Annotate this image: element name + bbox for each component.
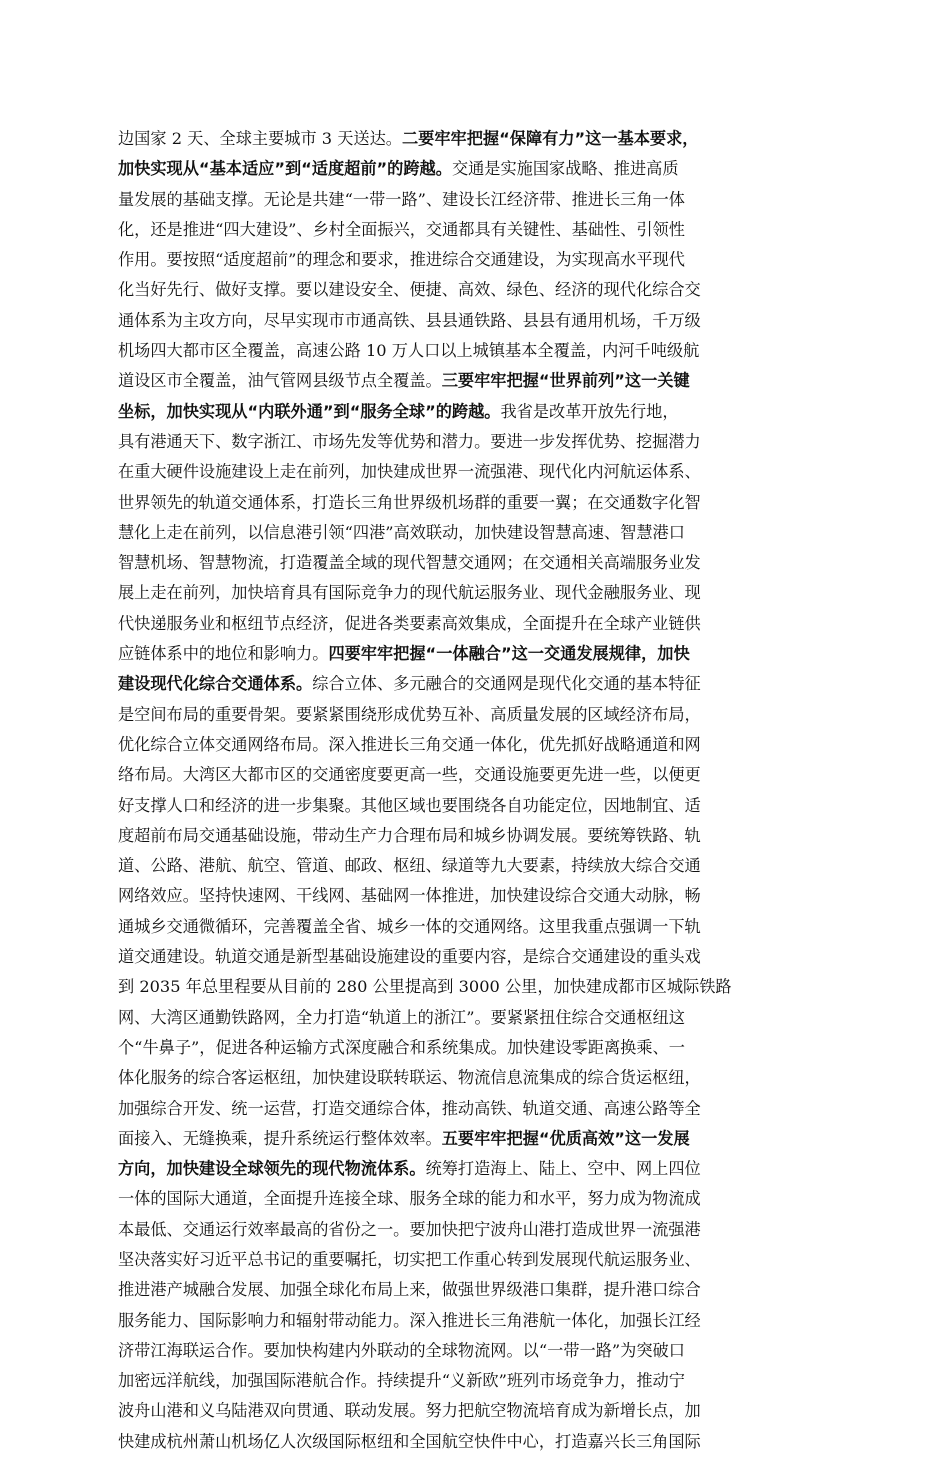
body-text: 度超前布局交通基础设施，带动生产力合理布局和城乡协调发展。要统筹铁路、轨	[118, 825, 701, 845]
bold-heading-text: 加快实现从“基本适应”到“适度超前”的跨越。	[118, 159, 452, 179]
body-text: 网络效应。坚持快速网、干线网、基础网一体推进，加快建设综合交通大动脉，畅	[118, 886, 701, 906]
text-line	[118, 1275, 834, 1305]
body-text: 网、大湾区通勤铁路网，全力打造“轨道上的浙江”。要紧紧扭住综合交通枢纽这	[118, 1007, 685, 1027]
text-line	[118, 1336, 834, 1366]
text-line	[118, 760, 834, 790]
text-line	[118, 609, 834, 639]
text-line	[118, 972, 834, 1002]
body-text: 络布局。大湾区大都市区的交通密度要更高一些，交通设施要更先进一些，以便更	[118, 765, 701, 785]
document-page	[118, 124, 834, 1457]
body-text: 本最低、交通运行效率最高的省份之一。要加快把宁波舟山港打造成世界一流强港	[118, 1219, 701, 1239]
body-text: 量发展的基础支撑。无论是共建“一带一路”、建设长江经济带、推进长三角一体	[118, 189, 685, 209]
bold-heading-text: 二要牢牢把握“保障有力”这一基本要求，	[402, 129, 699, 148]
bold-heading-text: 五要牢牢把握“优质高效”这一发展	[441, 1128, 690, 1148]
text-line	[118, 185, 834, 215]
text-line	[118, 881, 834, 911]
body-text: 道、公路、港航、航空、管道、邮政、枢纽、绿道等九大要素，持续放大综合交通	[118, 856, 701, 876]
text-line	[118, 1033, 834, 1063]
body-text: 代快递服务业和枢纽节点经济，促进各类要素高效集成，全面提升在全球产业链供	[118, 613, 701, 633]
body-text: 到 2035 年总里程要从目前的 280 公里提高到 3000 公里，加快建成都市区城际铁路	[118, 977, 732, 997]
text-line	[118, 578, 834, 608]
text-line	[118, 1124, 834, 1154]
text-line	[118, 669, 834, 699]
body-text: 综合立体、多元融合的交通网是现代化交通的基本特征	[312, 674, 701, 694]
text-line	[118, 336, 834, 366]
text-line	[118, 427, 834, 457]
body-text: 一体的国际大通道，全面提升连接全球、服务全球的能力和水平，努力成为物流成	[118, 1189, 701, 1209]
body-text: 面接入、无缝换乘，提升系统运行整体效率。	[118, 1128, 442, 1148]
text-line	[118, 518, 834, 548]
text-line	[118, 851, 834, 881]
body-text: 慧化上走在前列，以信息港引领“四港”高效联动，加快建设智慧高速、智慧港口	[118, 522, 685, 542]
body-text: 边国家 2 天、全球主要城市 3 天送达。	[118, 129, 402, 148]
text-line	[118, 275, 834, 305]
body-text: 化当好先行、做好支撑。要以建设安全、便捷、高效、绿色、经济的现代化综合交	[118, 280, 701, 300]
text-line	[118, 488, 834, 518]
text-line	[118, 942, 834, 972]
body-text: 加强综合开发、统一运营，打造交通综合体，推动高铁、轨道交通、高速公路等全	[118, 1098, 701, 1118]
bold-heading-text: 三要牢牢把握“世界前列”这一关键	[441, 371, 690, 391]
body-text: 济带江海联运合作。要加快构建内外联动的全球物流网。以“一带一路”为突破口	[118, 1340, 685, 1360]
body-text: 展上走在前列，加快培育具有国际竞争力的现代航运服务业、现代金融服务业、现	[118, 583, 701, 603]
body-text: 机场四大都市区全覆盖，高速公路 10 万人口以上城镇基本全覆盖，内河千吨级航	[118, 341, 700, 361]
body-text: 是空间布局的重要骨架。要紧紧围绕形成优势互补、高质量发展的区域经济布局，	[118, 704, 701, 724]
body-text: 应链体系中的地位和影响力。	[118, 644, 329, 664]
bold-heading-text: 方向，加快建设全球领先的现代物流体系。	[118, 1159, 426, 1179]
text-line	[118, 397, 834, 427]
text-line	[118, 154, 834, 184]
text-line	[118, 1154, 834, 1184]
body-text: 道交通建设。轨道交通是新型基础设施建设的重要内容，是综合交通建设的重头戏	[118, 947, 701, 967]
text-line	[118, 700, 834, 730]
body-text: 波舟山港和义乌陆港双向贯通、联动发展。努力把航空物流培育成为新增长点，加	[118, 1401, 701, 1421]
body-text: 道设区市全覆盖，油气管网县级节点全覆盖。	[118, 371, 442, 391]
text-line	[118, 124, 834, 154]
body-text: 化，还是推进“四大建设”、乡村全面振兴，交通都具有关键性、基础性、引领性	[118, 219, 685, 239]
text-line	[118, 1366, 834, 1396]
body-text: 优化综合立体交通网络布局。深入推进长三角交通一体化，优先抓好战略通道和网	[118, 734, 701, 754]
text-line	[118, 1094, 834, 1124]
text-line	[118, 306, 834, 336]
body-text: 具有港通天下、数字浙江、市场先发等优势和潜力。要进一步发挥优势、挖掘潜力	[118, 431, 701, 451]
body-text: 作用。要按照“适度超前”的理念和要求，推进综合交通建设，为实现高水平现代	[118, 250, 685, 270]
bold-heading-text: 坐标，加快实现从“内联外通”到“服务全球”的跨越。	[118, 401, 501, 421]
text-line	[118, 1427, 834, 1457]
text-line	[118, 1215, 834, 1245]
body-text: 在重大硬件设施建设上走在前列，加快建成世界一流强港、现代化内河航运体系、	[118, 462, 701, 482]
body-text: 我省是改革开放先行地，	[500, 401, 679, 421]
body-text: 快建成杭州萧山机场亿人次级国际枢纽和全国航空快件中心，打造嘉兴长三角国际	[118, 1431, 701, 1451]
body-text: 通体系为主攻方向，尽早实现市市通高铁、县县通铁路、县县有通用机场，千万级	[118, 310, 701, 330]
text-line	[118, 1396, 834, 1426]
body-text: 推进港产城融合发展、加强全球化布局上来，做强世界级港口集群，提升港口综合	[118, 1280, 701, 1300]
text-line	[118, 639, 834, 669]
bold-heading-text: 建设现代化综合交通体系。	[118, 674, 313, 694]
text-line	[118, 1245, 834, 1275]
text-line	[118, 912, 834, 942]
text-line	[118, 457, 834, 487]
body-text: 统筹打造海上、陆上、空中、网上四位	[425, 1159, 701, 1179]
bold-heading-text: 四要牢牢把握“一体融合”这一交通发展规律，加快	[328, 644, 690, 664]
body-text: 个“牛鼻子”，促进各种运输方式深度融合和系统集成。加快建设零距离换乘、一	[118, 1037, 685, 1057]
text-line	[118, 245, 834, 275]
body-text: 体化服务的综合客运枢纽，加快建设联转联运、物流信息流集成的综合货运枢纽，	[118, 1068, 701, 1088]
text-line	[118, 1306, 834, 1336]
text-line	[118, 548, 834, 578]
body-text: 世界领先的轨道交通体系，打造长三角世界级机场群的重要一翼；在交通数字化智	[118, 492, 701, 512]
text-line	[118, 730, 834, 760]
text-line	[118, 1063, 834, 1093]
body-text: 加密远洋航线，加强国际港航合作。持续提升“义新欧”班列市场竞争力，推动宁	[118, 1371, 685, 1391]
text-line	[118, 1184, 834, 1214]
text-line	[118, 366, 834, 396]
body-text: 智慧机场、智慧物流，打造覆盖全域的现代智慧交通网；在交通相关高端服务业发	[118, 553, 701, 573]
body-text: 服务能力、国际影响力和辐射带动能力。深入推进长三角港航一体化，加强长江经	[118, 1310, 701, 1330]
text-line	[118, 791, 834, 821]
text-line	[118, 821, 834, 851]
text-line	[118, 215, 834, 245]
body-text: 交通是实施国家战略、推进高质	[451, 159, 679, 179]
body-text: 坚决落实好习近平总书记的重要嘱托，切实把工作重心转到发展现代航运服务业、	[118, 1249, 701, 1269]
body-text: 好支撑人口和经济的进一步集聚。其他区域也要围绕各自功能定位，因地制宜、适	[118, 795, 701, 815]
text-line	[118, 1003, 834, 1033]
body-text: 通城乡交通微循环，完善覆盖全省、城乡一体的交通网络。这里我重点强调一下轨	[118, 916, 701, 936]
